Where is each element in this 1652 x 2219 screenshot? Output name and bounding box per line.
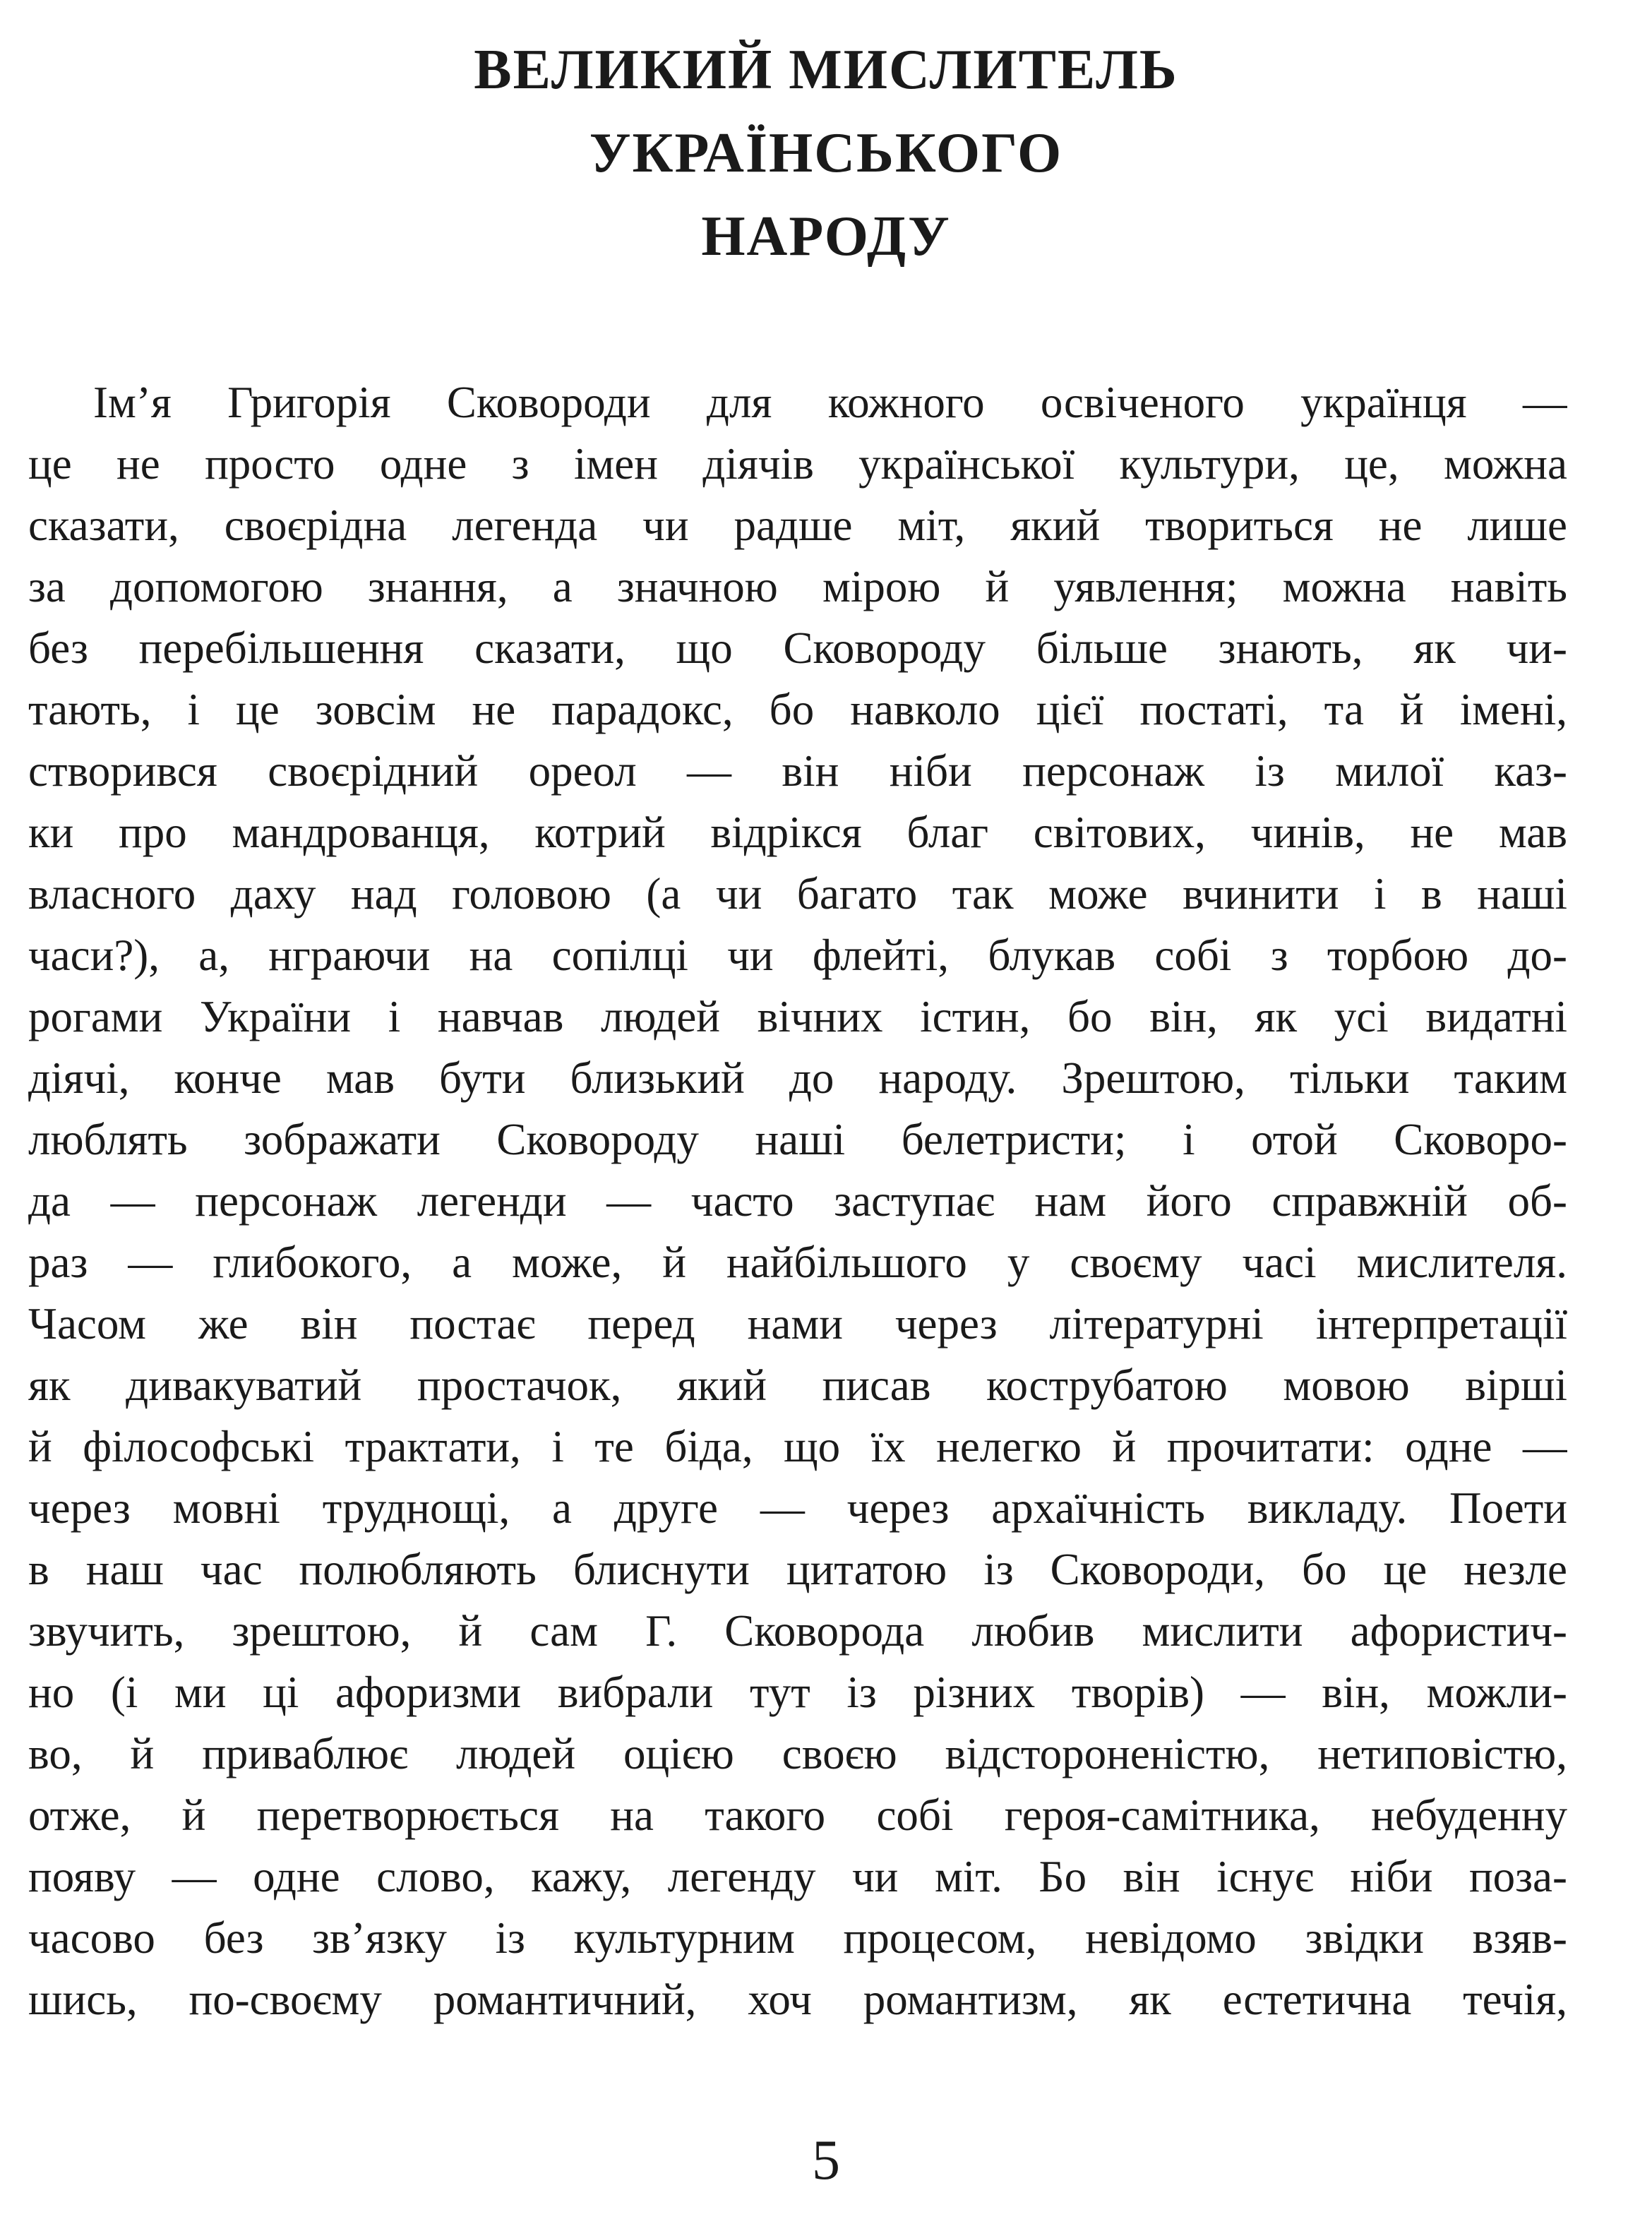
- text-line: люблять зображати Сковороду наші белетристи; і отой Сковоро-: [28, 1115, 1567, 1164]
- text-line: раз — глибокого, а може, й найбільшого у своєму часі мислителя.: [28, 1238, 1567, 1287]
- text-line: тають, і це зовсім не парадокс, бо навколо цієї постаті, та й імені,: [28, 685, 1567, 734]
- body-paragraph: [28, 372, 1567, 2030]
- text-line: отже, й перетворюється на такого собі героя-самітника, небуденну: [28, 1790, 1567, 1840]
- chapter-title-line-1: ВЕЛИКИЙ МИСЛИТЕЛЬ: [474, 39, 1178, 101]
- text-line: появу — одне слово, кажу, легенду чи міт. Бо він існує ніби поза-: [28, 1852, 1567, 1901]
- text-line: й філософські трактати, і те біда, що їх нелегко й прочитати: одне —: [28, 1422, 1567, 1471]
- text-line: діячі, конче мав бути близький до народу. Зрештою, тільки таким: [28, 1053, 1567, 1103]
- text-line: Часом же він постає перед нами через літературні інтерпретації: [28, 1299, 1567, 1348]
- text-line: шись, по-своєму романтичний, хоч романтизм, як естетична течія,: [28, 1975, 1567, 2024]
- text-line: через мовні труднощі, а друге — через архаїчність викладу. Поети: [28, 1483, 1567, 1533]
- text-line: як дивакуватий простачок, який писав кострубатою мовою вірші: [28, 1360, 1567, 1410]
- text-line: сказати, своєрідна легенда чи радше міт, який твориться не лише: [28, 501, 1567, 550]
- chapter-title-line-3: НАРОДУ: [701, 205, 951, 268]
- chapter-title-line-2: УКРАЇНСЬКОГО: [589, 122, 1063, 184]
- chapter-title: [0, 28, 1652, 278]
- page-number: 5: [812, 2129, 840, 2191]
- text-line: да — персонаж легенди — часто заступає нам його справжній об-: [28, 1176, 1567, 1226]
- text-line: звучить, зрештою, й сам Г. Сковорода любив мислити афористич-: [28, 1606, 1567, 1656]
- text-line: за допомогою знання, а значною мірою й уявлення; можна навіть: [28, 562, 1567, 611]
- text-line: створився своєрідний ореол — він ніби персонаж із милої каз-: [28, 746, 1567, 796]
- text-line: без перебільшення сказати, що Сковороду більше знають, як чи-: [28, 623, 1567, 673]
- text-line: во, й приваблює людей оцією своєю відстороненістю, нетиповістю,: [28, 1729, 1567, 1778]
- text-line: це не просто одне з імен діячів української культури, це, можна: [28, 439, 1567, 489]
- text-line: власного даху над головою (а чи багато так може вчинити і в наші: [28, 869, 1567, 919]
- text-line: часово без зв’язку із культурним процесом, невідомо звідки взяв-: [28, 1913, 1567, 1963]
- text-line: рогами України і навчав людей вічних істин, бо він, як усі видатні: [28, 992, 1567, 1041]
- text-line: часи?), а, нграючи на сопілці чи флейті, блукав собі з торбою до-: [28, 931, 1567, 980]
- text-line: но (і ми ці афоризми вибрали тут із різних творів) — він, можли-: [28, 1668, 1567, 1717]
- text-line: Ім’я Григорія Сковороди для кожного освіченого українця —: [93, 378, 1567, 427]
- text-line: ки про мандрованця, котрий відрікся благ світових, чинів, не мав: [28, 808, 1567, 857]
- text-line: в наш час полюбляють блиснути цитатою із Сковороди, бо це незле: [28, 1545, 1567, 1594]
